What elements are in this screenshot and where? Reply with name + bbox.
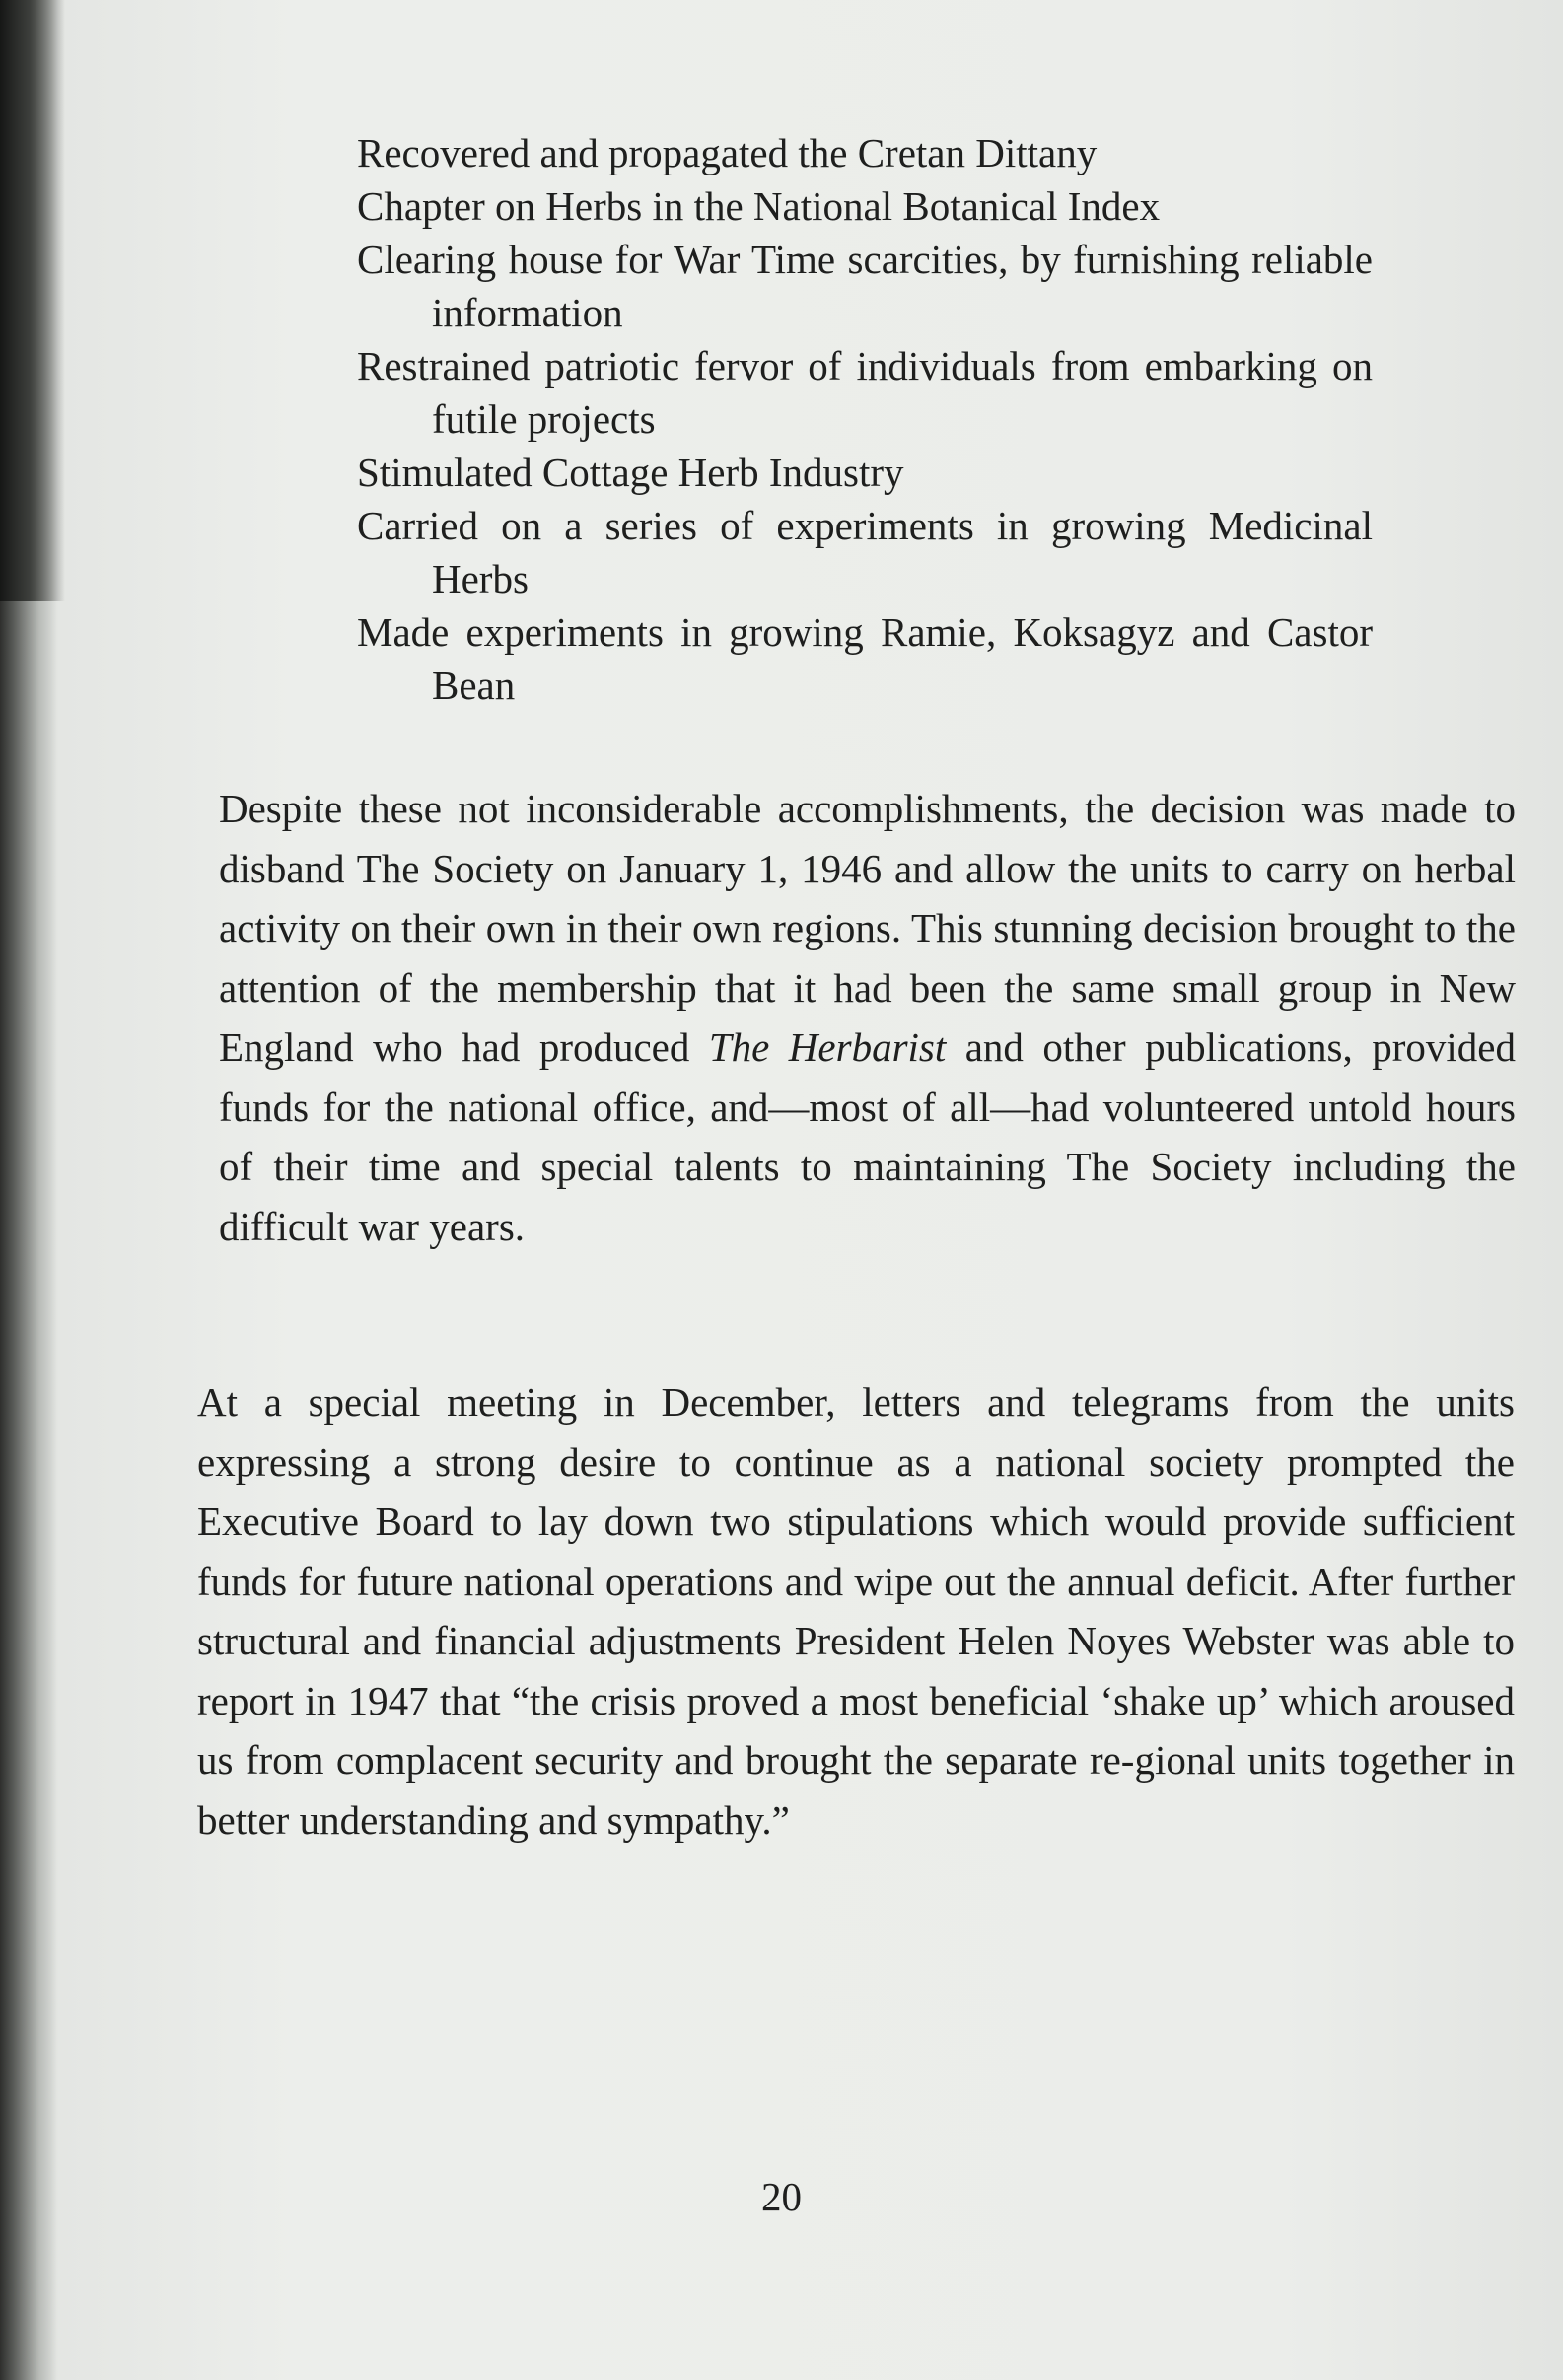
list-item: Recovered and propagated the Cretan Dittany — [357, 130, 1098, 175]
paragraph-text: At a special meeting in December, letters and telegrams from the units expressing a strong desire to continue as a national society prompted the Executive Board to lay down two stipulations which would provide sufficient funds for future national operations and wipe out the annual deficit. After further structural and financial adjustments President Helen Noyes Webster was able to report in 1947 that “the crisis proved a most beneficial ‘shake up’ which aroused us from complacent security and brought the separate re-gional units together in better understanding and sympathy.” — [197, 1379, 1515, 1843]
book-spine-edge — [0, 0, 65, 601]
list-item: Stimulated Cottage Herb Industry — [357, 450, 904, 495]
list-item: Made experiments in growing Ramie, Koksagyz and Castor Bean — [357, 609, 1373, 708]
list-item: Clearing house for War Time scarcities, by furnishing reliable information — [357, 237, 1373, 335]
accomplishments-list — [357, 126, 1373, 712]
paragraph-text: and other publications, provided funds for the national office, and—most of all—had volunteered untold hours of their time and special talents to maintaining The Society including the difficult war years. — [219, 1024, 1516, 1249]
list-item: Restrained patriotic fervor of individuals from embarking on futile projects — [357, 343, 1373, 442]
body-paragraph-special-meeting — [197, 1372, 1515, 1850]
list-item: Chapter on Herbs in the National Botanical Index — [357, 183, 1161, 229]
publication-title: The Herbarist — [708, 1024, 947, 1070]
page-number: 20 — [761, 2174, 802, 2219]
body-paragraph-disband — [219, 779, 1516, 1256]
list-item: Carried on a series of experiments in growing Medicinal Herbs — [357, 503, 1373, 601]
paragraph-text: Despite these not inconsiderable accomplishments, the decision was made to disband The Society on January 1, 1946 and allow the units to carry on herbal activity on their own in their own regions. This stunning decision brought to the attention of the membership that it had been the same small group in New England who had produced — [219, 786, 1516, 1070]
